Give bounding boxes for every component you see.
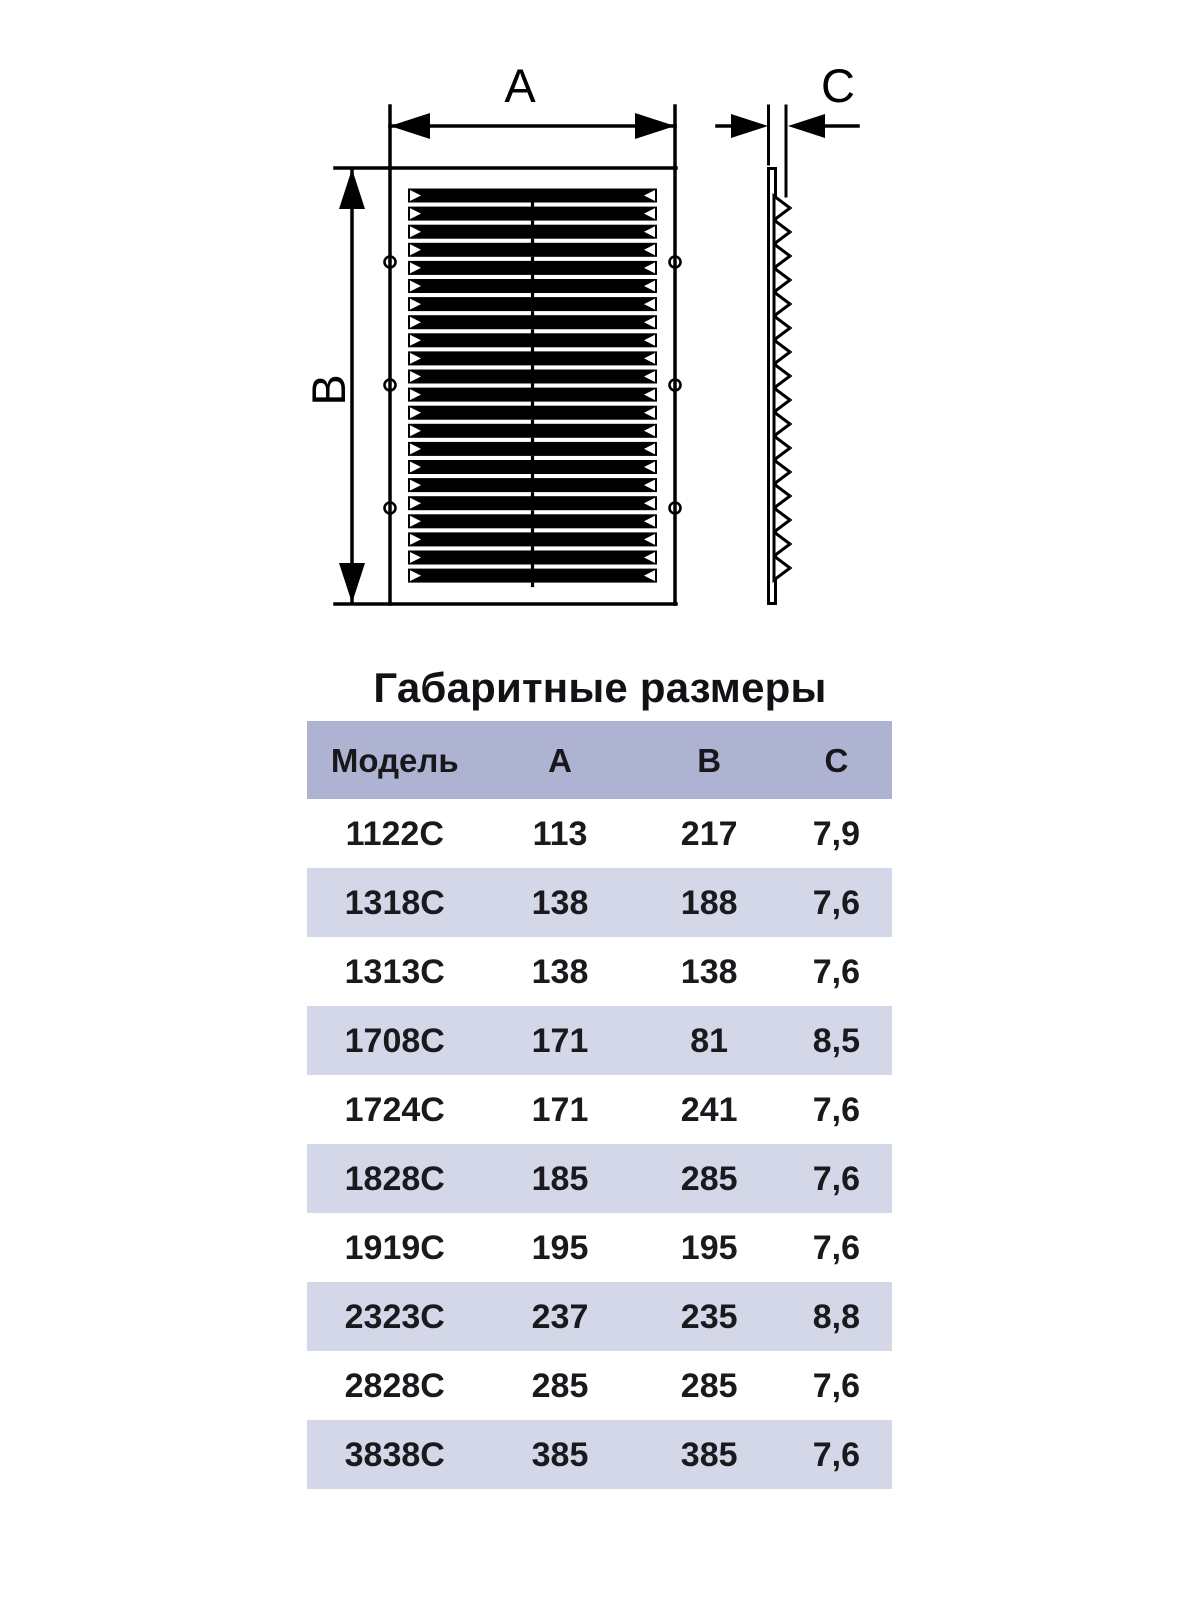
table-row (307, 1351, 892, 1420)
table-title: Габаритные размеры (373, 664, 827, 711)
value-cell: 81 (690, 1021, 729, 1060)
value-cell: 185 (531, 1159, 589, 1198)
value-cell: 7,9 (812, 814, 861, 853)
arrow-left-icon (788, 114, 825, 138)
model-cell: 1919C (344, 1228, 445, 1267)
table-header-row (307, 721, 892, 799)
column-header-b: B (697, 741, 722, 779)
table-row (307, 1144, 892, 1213)
value-cell: 7,6 (812, 1435, 861, 1474)
table-row (307, 1213, 892, 1282)
value-cell: 7,6 (812, 883, 861, 922)
model-cell: 2323C (344, 1297, 445, 1336)
table-row (307, 799, 892, 868)
value-cell: 285 (680, 1159, 738, 1198)
value-cell: 195 (680, 1228, 738, 1267)
arrow-right-icon (635, 113, 675, 139)
grille-front-view (335, 106, 681, 604)
model-cell: 1708C (344, 1021, 445, 1060)
dimension-c-label: C (821, 59, 855, 112)
column-header-a: A (548, 741, 572, 779)
value-cell: 7,6 (812, 1366, 861, 1405)
value-cell: 7,6 (812, 1090, 861, 1129)
value-cell: 138 (531, 952, 589, 991)
dimension-b (302, 169, 365, 603)
model-cell: 1318C (344, 883, 445, 922)
value-cell: 188 (680, 883, 738, 922)
arrow-left-icon (390, 113, 430, 139)
model-cell: 1724C (344, 1090, 445, 1129)
value-cell: 8,5 (812, 1021, 861, 1060)
technical-drawing (0, 0, 1200, 660)
value-cell: 285 (531, 1366, 589, 1405)
value-cell: 195 (531, 1228, 589, 1267)
value-cell: 138 (680, 952, 738, 991)
value-cell: 171 (531, 1021, 589, 1060)
column-header-c: C (824, 741, 849, 779)
table-row (307, 1420, 892, 1489)
arrow-down-icon (339, 563, 365, 603)
value-cell: 385 (531, 1435, 589, 1474)
table-row (307, 1006, 892, 1075)
value-cell: 7,6 (812, 1228, 861, 1267)
value-cell: 237 (531, 1297, 589, 1336)
dimension-b-label: B (302, 374, 355, 406)
table-row (307, 1282, 892, 1351)
grille-side-view (769, 106, 791, 604)
model-cell: 1313C (344, 952, 445, 991)
table-body (307, 799, 892, 1489)
dimension-a (390, 59, 675, 139)
value-cell: 235 (680, 1297, 738, 1336)
model-cell: 1122C (345, 814, 444, 853)
value-cell: 8,8 (812, 1297, 861, 1336)
value-cell: 171 (531, 1090, 589, 1129)
dimensions-table (307, 721, 892, 1489)
model-cell: 2828C (344, 1366, 445, 1405)
model-cell: 3838C (344, 1435, 445, 1474)
dimension-a-label: A (504, 59, 536, 112)
value-cell: 285 (680, 1366, 738, 1405)
table-row (307, 937, 892, 1006)
column-header-model: Модель (330, 741, 459, 779)
arrow-right-icon (731, 114, 768, 138)
value-cell: 385 (680, 1435, 738, 1474)
value-cell: 241 (680, 1090, 738, 1129)
table-row (307, 1075, 892, 1144)
arrow-up-icon (339, 169, 365, 209)
table-row (307, 868, 892, 937)
model-cell: 1828C (344, 1159, 445, 1198)
side-louver-teeth (774, 196, 790, 580)
value-cell: 113 (532, 814, 588, 853)
value-cell: 138 (531, 883, 589, 922)
value-cell: 217 (680, 814, 738, 853)
value-cell: 7,6 (812, 1159, 861, 1198)
value-cell: 7,6 (812, 952, 861, 991)
